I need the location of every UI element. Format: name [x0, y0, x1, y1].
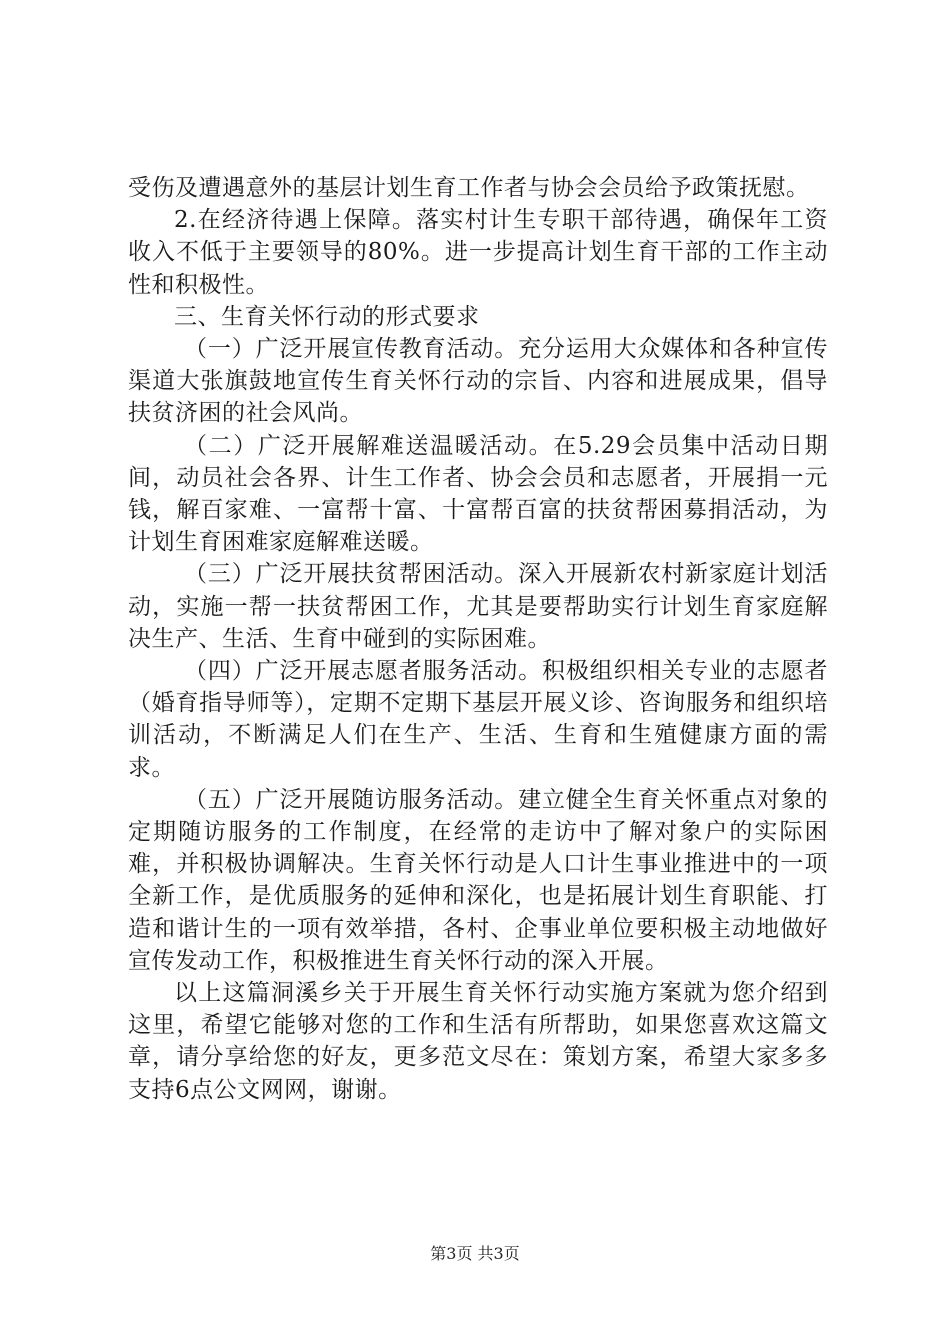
paragraph-economic-guarantee: 2.在经济待遇上保障。落实村计生专职干部待遇，确保年工资收入不低于主要领导的80%。进一步提高计划生育干部的工作主动性和积极性。: [128, 207, 828, 298]
paragraph-item-2: （二）广泛开展解难送温暖活动。在5.29会员集中活动日期间，动员社会各界、计生工作者、协会会员和志愿者，开展捐一元钱，解百家难、一富帮十富、十富帮百富的扶贫帮困募捐活动，为计划生育困难家庭解难送暖。: [128, 432, 828, 556]
paragraph-item-5: （五）广泛开展随访服务活动。建立健全生育关怀重点对象的定期随访服务的工作制度，在经常的走访中了解对象户的实际困难，并积极协调解决。生育关怀行动是人口计生事业推进中的一项全新工作，是优质服务的延伸和深化，也是拓展计划生育职能、打造和谐计生的一项有效举措，各村、企事业单位要积极主动地做好宣传发动工作，积极推进生育关怀行动的深入开展。: [128, 786, 828, 974]
paragraph-item-1: （一）广泛开展宣传教育活动。充分运用大众媒体和各种宣传渠道大张旗鼓地宣传生育关怀行动的宗旨、内容和进展成果，倡导扶贫济困的社会风尚。: [128, 336, 828, 427]
paragraph-item-4: （四）广泛开展志愿者服务活动。积极组织相关专业的志愿者（婚育指导师等），定期不定期下基层开展义诊、咨询服务和组织培训活动，不断满足人们在生产、生活、生育和生殖健康方面的需求。: [128, 658, 828, 781]
paragraph-closing: 以上这篇洞溪乡关于开展生育关怀行动实施方案就为您介绍到这里，希望它能够对您的工作和生活有所帮助，如果您喜欢这篇文章，请分享给您的好友，更多范文尽在：策划方案，希望大家多多支持6点公文网网，谢谢。: [128, 980, 828, 1103]
paragraph-continuation: 受伤及遭遇意外的基层计划生育工作者与协会会员给予政策抚慰。: [128, 175, 810, 201]
paragraph-item-3: （三）广泛开展扶贫帮困活动。深入开展新农村新家庭计划活动，实施一帮一扶贫帮困工作，尤其是要帮助实行计划生育家庭解决生产、生活、生育中碰到的实际困难。: [128, 561, 828, 652]
section-heading-3: 三、生育关怀行动的形式要求: [174, 303, 480, 330]
document-body: [128, 172, 828, 1106]
page-number-footer: 第3页 共3页: [430, 1244, 520, 1263]
